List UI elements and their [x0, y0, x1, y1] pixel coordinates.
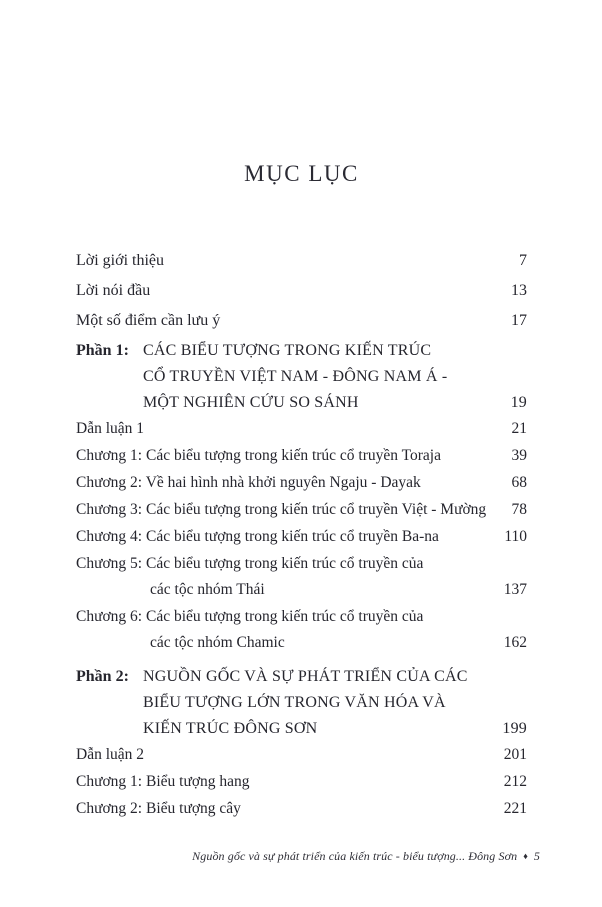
toc-entry [76, 551, 527, 603]
toc-entry [76, 769, 527, 795]
toc-entry-page-number: 221 [503, 800, 527, 817]
toc-entry-page-number: 201 [503, 746, 527, 763]
toc-entry-label: Chương 1: Các biểu tượng trong kiến trúc cổ truyền Toraja [76, 447, 441, 464]
toc-entry-page-number: 17 [511, 312, 527, 329]
diamond-separator-icon: ♦ [523, 851, 528, 861]
part2-title [143, 664, 527, 742]
toc-entry-label: Chương 2: Biểu tượng cây [76, 800, 241, 817]
toc-entry-page-number: 21 [511, 420, 527, 437]
toc-content [76, 0, 527, 907]
toc-entry-label-continuation: các tộc nhóm Chamic [150, 634, 285, 651]
part2-label: Phần 2: [76, 668, 129, 685]
part2-page-number: 199 [502, 720, 527, 737]
part2-title-line: KIẾN TRÚC ĐÔNG SƠN [143, 720, 318, 737]
toc-entry-label: Dẫn luận 1 [76, 420, 145, 437]
toc-entry-page-number: 78 [511, 501, 527, 518]
part2-title-line: NGUỒN GỐC VÀ SỰ PHÁT TRIỂN CỦA CÁC [143, 668, 468, 685]
front-matter-list [76, 246, 527, 336]
toc-entry [76, 497, 527, 523]
toc-entry [76, 796, 527, 822]
toc-entry-label: Chương 6: Các biểu tượng trong kiến trúc cổ truyền của [76, 608, 424, 625]
toc-entry [76, 246, 527, 276]
toc-entry [76, 742, 527, 768]
toc-entry-page-number: 137 [503, 581, 527, 598]
toc-entry-label: Chương 2: Về hai hình nhà khởi nguyên Ngaju - Dayak [76, 474, 421, 491]
toc-entry [76, 443, 527, 469]
toc-entry-label: Dẫn luận 2 [76, 746, 145, 763]
part2-title-line: BIỂU TƯỢNG LỚN TRONG VĂN HÓA VÀ [143, 694, 446, 711]
part1-title-line: CÁC BIỂU TƯỢNG TRONG KIẾN TRÚC [143, 342, 432, 359]
part1-title [143, 338, 527, 416]
toc-entry-label: Chương 1: Biểu tượng hang [76, 773, 250, 790]
part1-label: Phần 1: [76, 342, 129, 359]
toc-entry [76, 276, 527, 306]
toc-entry [76, 604, 527, 656]
toc-entry [76, 416, 527, 442]
toc-entry-label: Lời giới thiệu [76, 252, 165, 269]
part2-entries [76, 742, 527, 823]
toc-entry-page-number: 68 [511, 474, 527, 491]
part1-entries [76, 416, 527, 657]
toc-entry [76, 470, 527, 496]
toc-entry-label-continuation: các tộc nhóm Thái [150, 581, 265, 598]
toc-entry [76, 524, 527, 550]
footer-text: Nguồn gốc và sự phát triển của kiến trúc - biểu tượng... Đông Sơn [192, 849, 518, 863]
part2-heading [76, 664, 527, 742]
toc-entry-page-number: 212 [503, 773, 527, 790]
toc-entry-label: Chương 4: Các biểu tượng trong kiến trúc cổ truyền Ba-na [76, 528, 439, 545]
toc-entry-page-number: 162 [503, 634, 527, 651]
part1-title-line: MỘT NGHIÊN CỨU SO SÁNH [143, 394, 359, 411]
footer-page-number: 5 [533, 849, 540, 863]
toc-entry [76, 306, 527, 336]
part1-page-number: 19 [510, 394, 527, 411]
running-footer [0, 849, 540, 864]
toc-entry-label: Một số điểm cần lưu ý [76, 312, 221, 329]
part1-title-line: CỔ TRUYỀN VIỆT NAM - ĐÔNG NAM Á - [143, 368, 448, 385]
toc-entry-label: Chương 3: Các biểu tượng trong kiến trúc cổ truyền Việt - Mường [76, 501, 487, 518]
toc-entry-label: Lời nói đầu [76, 282, 151, 299]
toc-entry-page-number: 110 [504, 528, 527, 545]
page-title: MỤC LỤC [244, 161, 359, 186]
toc-entry-label: Chương 5: Các biểu tượng trong kiến trúc cổ truyền của [76, 555, 424, 572]
toc-entry-page-number: 39 [511, 447, 527, 464]
toc-entry-page-number: 7 [519, 252, 527, 269]
toc-entry-page-number: 13 [511, 282, 527, 299]
part1-heading [76, 338, 527, 416]
